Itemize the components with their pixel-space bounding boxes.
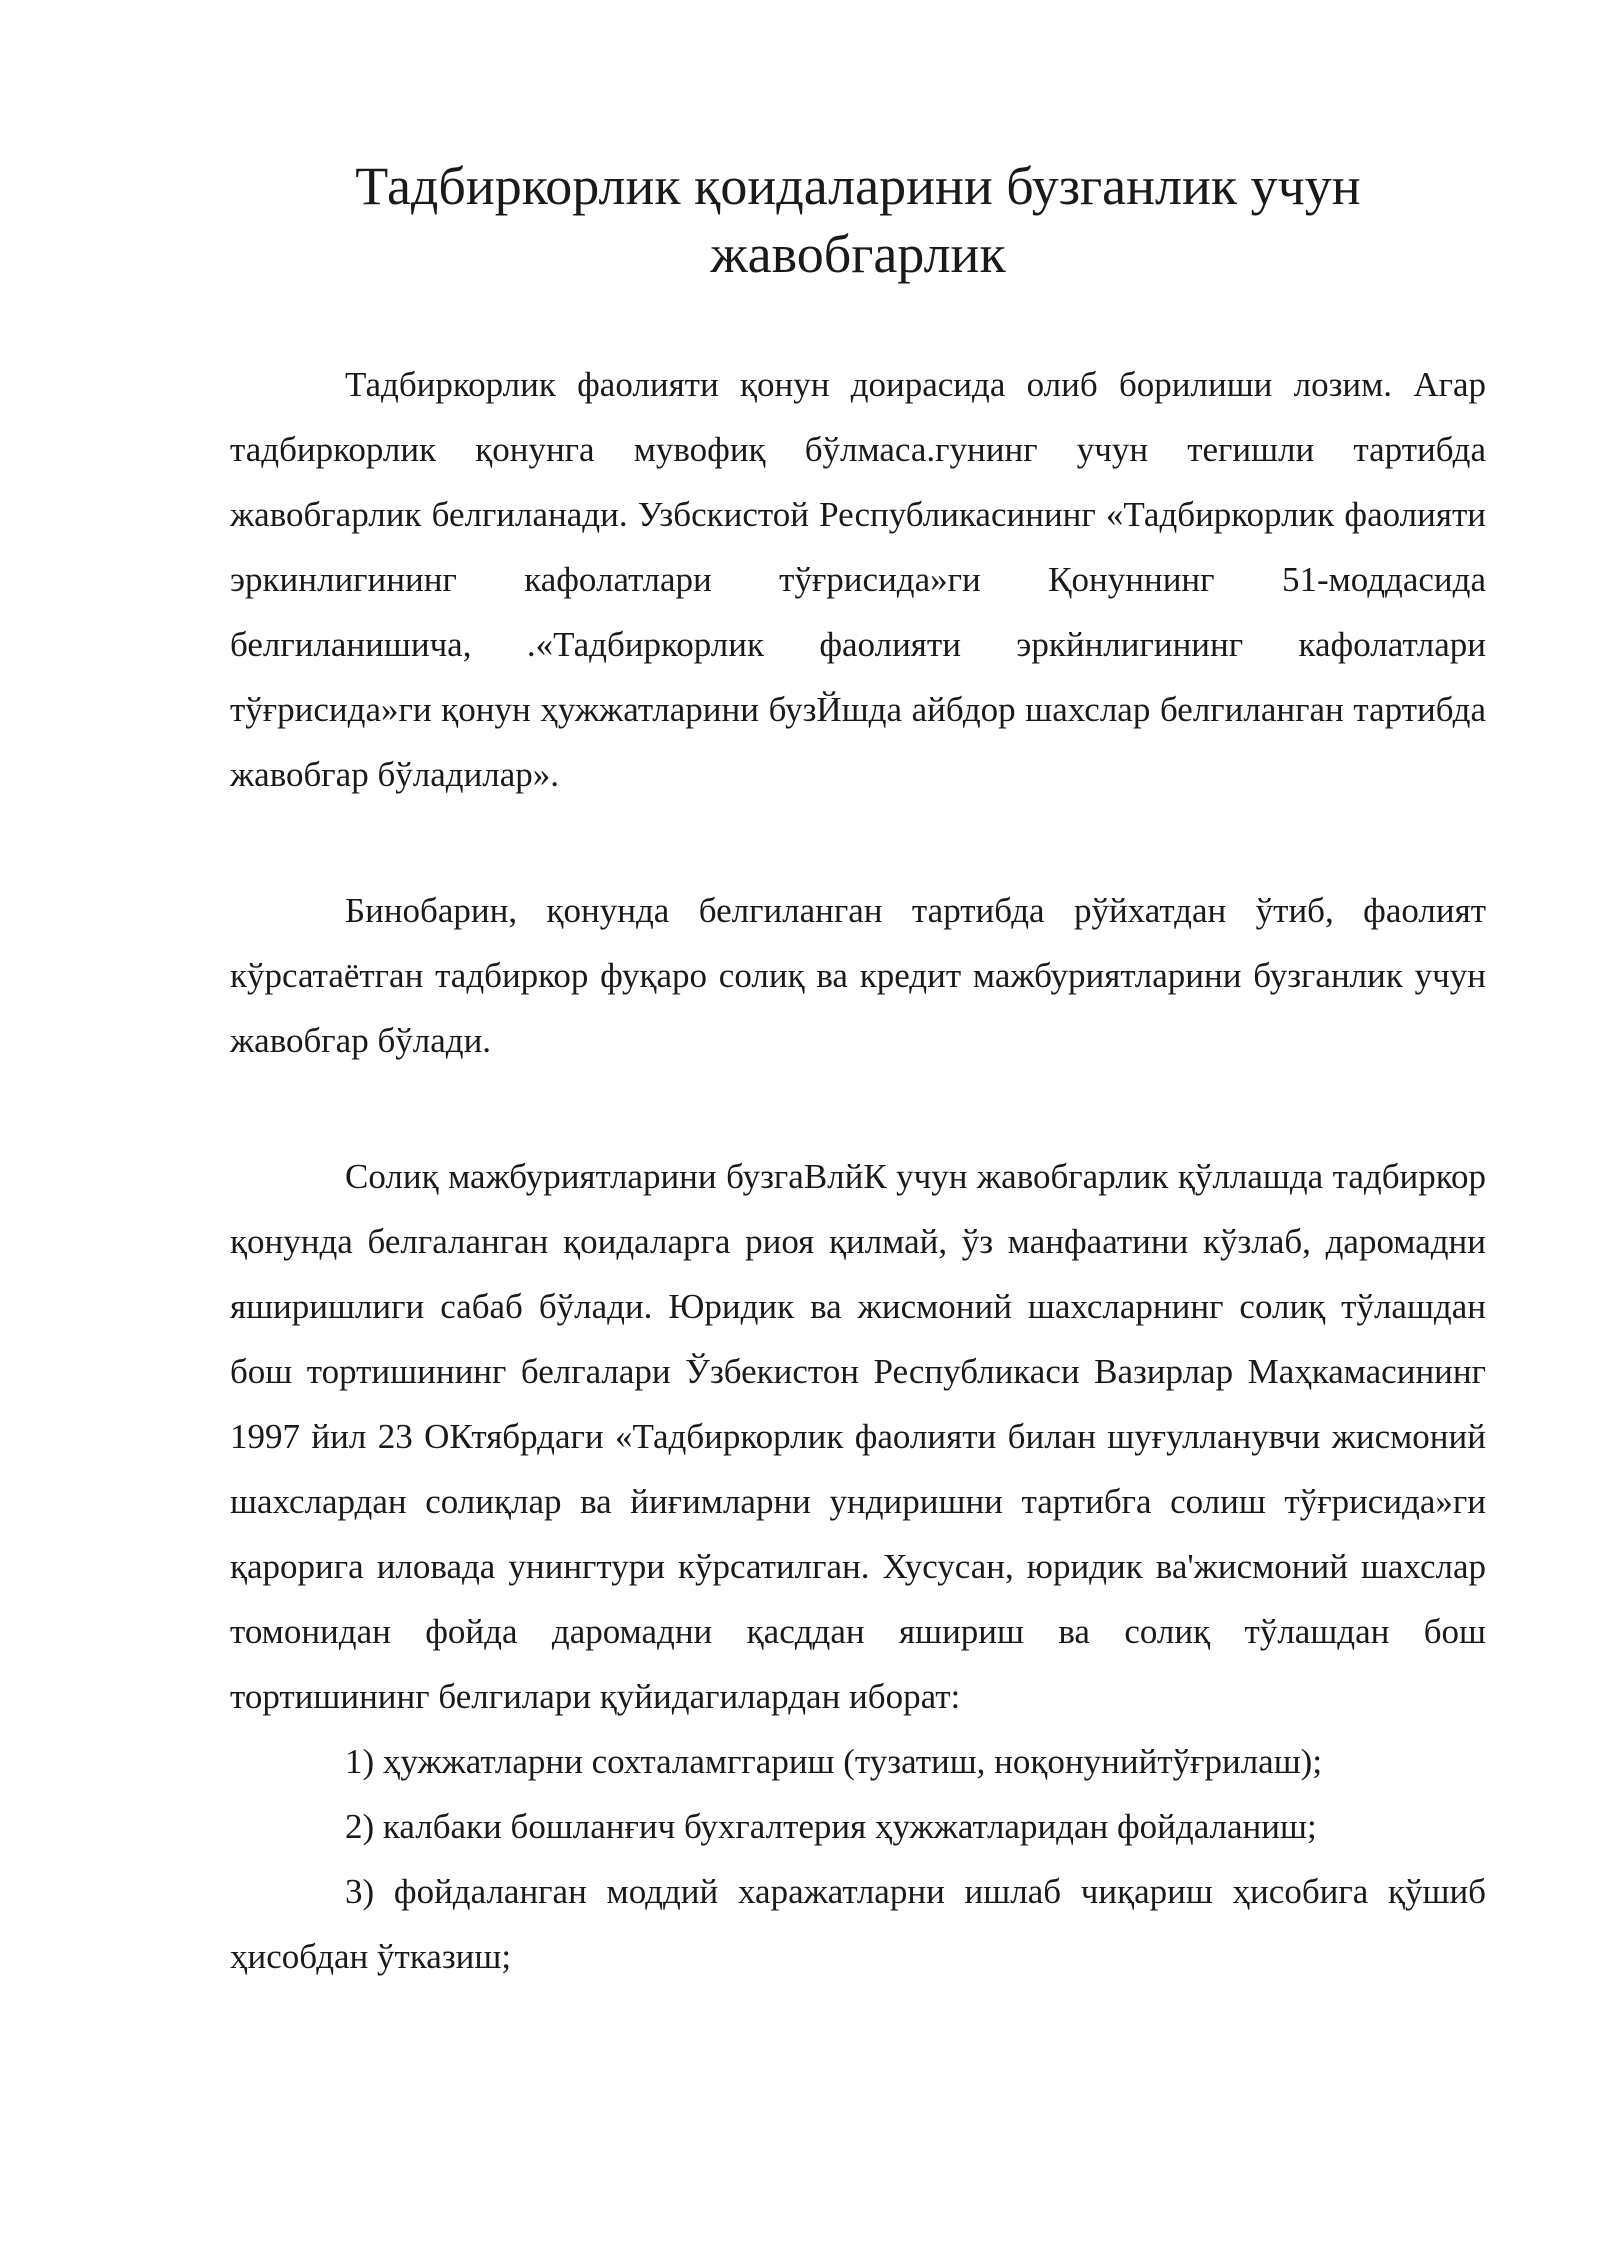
paragraph-liability-intro: Тадбиркорлик фаолияти қонун доирасида олиб борилиши лозим. Агар тадбиркорлик қонунга мувофиқ бўлмаса.гунинг учун тегишли тартибда жавобгарлик белгиланади. Узбскистой Республикасининг «Тадбиркорлик фаолияти эркинлигининг кафолатлари тўғрисида»ги Қонуннинг 51-моддасида белгиланишича, .«Тадбиркорлик фаолияти эркйнлигининг кафолатлари тўғрисида»ги қонун ҳужжатларини бузЙшда айбдор шахслар белгиланган тартибда жавобгар бўладилар».	[230, 365, 1486, 794]
title-line-1: Тадбиркорлик қоидаларини бузганлик учун	[355, 156, 1361, 216]
list-item: 1) ҳужжатларни сохталамггариш (тузатиш, ноқонунийтўғрилаш);	[345, 1742, 1323, 1781]
list-item: 3) фойдаланган моддий харажатларни ишлаб чиқариш ҳисобига қўшиб ҳисобдан ўтказиш;	[230, 1872, 1486, 1976]
list-item: 2) калбаки бошланғич бухгалтерия ҳужжатларидан фойдаланиш;	[345, 1807, 1317, 1846]
document-title	[230, 152, 1486, 288]
paragraph-registered-entrepreneur: Бинобарин, қонунда белгиланган тартибда рўйхатдан ўтиб, фаолият кўрсатаётган тадбиркор фуқаро солиқ ва кредит мажбуриятларини бузганлик учун жавобгар бўлади.	[230, 891, 1486, 1060]
paragraph-tax-obligations: Солиқ мажбуриятларини бузгаВлйК учун жавобгарлик қўллашда тадбиркор қонунда белгаланган қоидаларга риоя қилмай, ўз манфаатини кўзлаб, даромадни яширишлиги сабаб бўлади. Юридик ва жисмоний шахсларнинг солиқ тўлашдан бош тортишининг белгалари Ўзбекистон Республикаси Вазирлар Маҳкамасининг 1997 йил 23 ОКтябрдаги «Тадбиркорлик фаолияти билан шуғулланувчи жисмоний шахслардан солиқлар ва йиғимларни ундиришни тартибга солиш тўғрисида»ги қарорига иловада унингтури кўрсатилган. Хусусан, юридик ва'жисмоний шахслар томонидан фойда даромадни қасддан яшириш ва солиқ тўлашдан бош тортишининг белгилари қуйидагилардан иборат:	[230, 1157, 1486, 1716]
document-body	[230, 352, 1486, 1989]
title-line-2: жавобгарлик	[710, 224, 1006, 284]
